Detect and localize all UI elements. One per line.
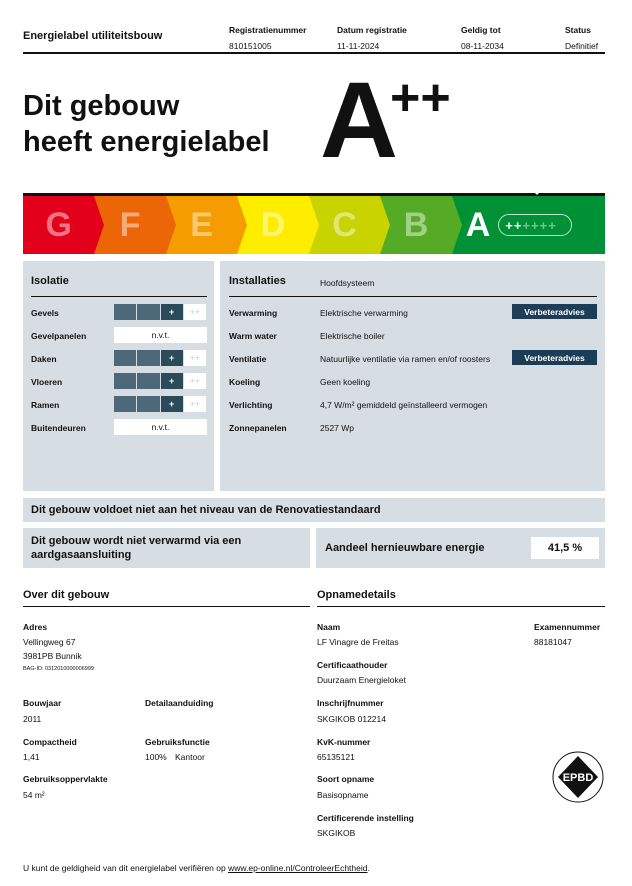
valid-until: Geldig tot 08-11-2034 [461,25,504,51]
scale-g: G [23,196,94,254]
scale-c: C [309,196,380,254]
verify-link[interactable]: www.ep-online.nl/ControleerEchtheid [228,863,368,873]
scale-a-active: A ++ ++++ [452,196,605,254]
svg-text:EPBD: EPBD [562,772,594,784]
row-gevelpanelen: Gevelpanelen [31,331,87,341]
opname-title: Opnamedetails [317,589,396,601]
over-title: Over dit gebouw [23,589,110,601]
inst-warmwater-label: Warm water [229,331,277,341]
hernieuwbaar-value: 41,5 % [531,537,599,559]
epbd-logo-icon [550,748,606,806]
adres-line2: 3981PB Bunnik [23,651,82,661]
inschrijf-label: Inschrijfnummer [317,698,384,708]
opp-label: Gebruiksoppervlakte [23,774,108,784]
inst-value: SKGIKOB [317,828,356,838]
inst-ventilatie-label: Ventilatie [229,354,267,364]
verbeteradvies-verwarming-button[interactable]: Verbeteradvies [512,304,597,319]
bouwjaar-value: 2011 [23,714,42,724]
energy-scale [23,193,605,254]
meter-vloeren: + ++ [114,373,207,389]
inst-warmwater-value: Elektrische boiler [320,331,385,341]
adres-label: Adres [23,622,48,632]
detail-label: Detailaanduiding [145,698,214,708]
gas-band: Dit gebouw wordt niet verwarmd via een aardgasaansluiting [23,528,310,568]
inst-verwarming-label: Verwarming [229,308,278,318]
kvk-label: KvK-nummer [317,737,371,747]
isolatie-panel [23,261,214,491]
bag-id: BAG-ID: 0312010000006999 [23,666,94,672]
status: Status Definitief [565,25,599,51]
verbeteradvies-ventilatie-button[interactable]: Verbeteradvies [512,350,597,365]
scale-e: E [166,196,237,254]
inst-verlichting-label: Verlichting [229,400,273,410]
inst-ventilatie-value: Natuurlijke ventilatie via ramen en/of roosters [320,354,491,364]
installaties-panel [220,261,605,491]
inst-zonnepanelen-value: 2527 Wp [320,423,355,433]
bouwjaar-label: Bouwjaar [23,698,62,708]
headline: Dit gebouw heeft energielabel [23,90,270,158]
inst-label: Certificerende instelling [317,813,414,823]
header-rule [23,52,605,54]
scale-b: B [380,196,451,254]
registration-number: Registratienummer 810151005 [229,25,307,51]
scale-d: D [237,196,308,254]
energy-label-letter: A [320,59,398,180]
kvk-value: 65135121 [317,752,355,762]
nvt-gevelpanelen: n.v.t. [114,327,207,343]
naam-value: LF Vinagre de Freitas [317,637,399,647]
row-ramen: Ramen [31,400,60,410]
scale-pointer [528,186,546,195]
adres-line1: Vellingweg 67 [23,637,76,647]
row-daken: Daken [31,354,57,364]
nvt-buitendeuren: n.v.t. [114,419,207,435]
inst-zonnepanelen-label: Zonnepanelen [229,423,287,433]
plus-indicator: ++ ++++ [498,214,572,236]
exam-label: Examennummer [534,622,601,632]
functie-value: Kantoor [175,752,205,762]
inst-koeling-label: Koeling [229,377,261,387]
meter-ramen: + ++ [114,396,207,412]
installaties-subtitle: Hoofdsysteem [320,278,375,288]
functie-label: Gebruiksfunctie [145,737,210,747]
registration-date: Datum registratie 11-11-2024 [337,25,407,51]
cert-label: Certificaathouder [317,660,388,670]
exam-value: 88181047 [534,637,572,647]
meter-gevels: + ++ [114,304,207,320]
soort-label: Soort opname [317,774,375,784]
row-vloeren: Vloeren [31,377,63,387]
scale-f: F [94,196,165,254]
cert-value: Duurzaam Energieloket [317,675,406,685]
inst-verwarming-value: Elektrische verwarming [320,308,408,318]
opp-value: 54 m² [23,790,45,800]
row-gevels: Gevels [31,308,59,318]
isolatie-title: Isolatie [31,275,69,287]
compact-label: Compactheid [23,737,77,747]
inst-verlichting-value: 4,7 W/m² gemiddeld geïnstalleerd vermogen [320,400,488,410]
document-type: Energielabel utiliteitsbouw [23,30,163,42]
inschrijf-value: SKGIKOB 012214 [317,714,386,724]
soort-value: Basisopname [317,790,369,800]
renovatie-band: Dit gebouw voldoet niet aan het niveau van de Renovatiestandaard [23,498,605,522]
hernieuwbaar-band: Aandeel hernieuwbare energie 41,5 % [316,528,605,568]
compact-value: 1,41 [23,752,40,762]
functie-pct: 100% [145,752,167,762]
installaties-title: Installaties [229,275,286,287]
row-buitendeuren: Buitendeuren [31,423,86,433]
inst-koeling-value: Geen koeling [320,377,371,387]
energy-label-plus: ++ [390,69,451,127]
meter-daken: + ++ [114,350,207,366]
naam-label: Naam [317,622,341,632]
footer: U kunt de geldigheid van dit energielabel verifiëren op www.ep-online.nl/ControleerEchtheid. [23,863,370,873]
